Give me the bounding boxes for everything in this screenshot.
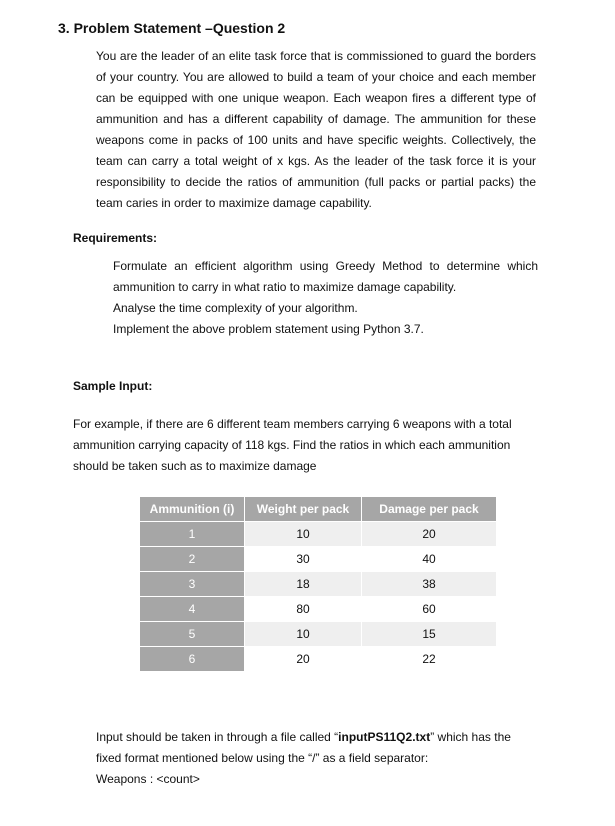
input-filename: inputPS11Q2.txt	[338, 730, 431, 744]
weight-cell: 30	[245, 547, 362, 572]
table-row	[140, 647, 497, 672]
weight-cell: 80	[245, 597, 362, 622]
damage-cell: 60	[362, 597, 497, 622]
damage-cell: 22	[362, 647, 497, 672]
column-header-weight: Weight per pack	[245, 497, 362, 522]
table-row	[140, 547, 497, 572]
ammunition-index: 2	[140, 547, 245, 572]
requirements-heading: Requirements:	[73, 231, 158, 245]
requirements-list	[113, 256, 538, 340]
column-header-ammunition: Ammunition (i)	[140, 497, 245, 522]
table-row	[140, 572, 497, 597]
sample-input-text: For example, if there are 6 different team members carrying 6 weapons with a total ammunition carrying capacity of 118 kgs. Find the ratios in which each ammunition should be taken such as to maximize damage	[73, 417, 512, 473]
section-heading: 3. Problem Statement –Question 2	[58, 20, 286, 36]
input-pre-text: Input should be taken in through a file called “	[96, 730, 339, 744]
weight-cell: 10	[245, 522, 362, 547]
requirement-item: Formulate an efficient algorithm using Greedy Method to determine which ammunition to carry in what ratio to maximize damage capability.	[113, 259, 538, 294]
weight-cell: 10	[245, 622, 362, 647]
input-format-line: Weapons : <count>	[96, 772, 200, 786]
weight-cell: 20	[245, 647, 362, 672]
table-row	[140, 597, 497, 622]
damage-cell: 38	[362, 572, 497, 597]
input-instruction-text	[96, 727, 536, 769]
ammunition-index: 5	[140, 622, 245, 647]
damage-cell: 40	[362, 547, 497, 572]
weight-cell: 18	[245, 572, 362, 597]
problem-paragraph	[96, 46, 536, 214]
ammunition-index: 3	[140, 572, 245, 597]
column-header-damage: Damage per pack	[362, 497, 497, 522]
ammunition-table	[139, 496, 497, 672]
requirement-item: Implement the above problem statement using Python 3.7.	[113, 322, 424, 336]
ammunition-index: 6	[140, 647, 245, 672]
table-row	[140, 522, 497, 547]
requirement-item: Analyse the time complexity of your algorithm.	[113, 301, 358, 315]
input-instructions	[96, 727, 536, 790]
table-row	[140, 622, 497, 647]
table-header-row	[140, 497, 497, 522]
damage-cell: 20	[362, 522, 497, 547]
ammunition-index: 4	[140, 597, 245, 622]
damage-cell: 15	[362, 622, 497, 647]
problem-text: You are the leader of an elite task force that is commissioned to guard the borders of your country. You are allowed to build a team of your choice and each member can be equipped with one unique weapon. Each weapon fires a different type of ammunition and has a different capability of damage. The ammunition for these weapons come in packs of 100 units and have specific weights. Collectively, the team can carry a total weight of x kgs. As the leader of the task force it is your responsibility to decide the ratios of ammunition (full packs or partial packs) the team caries in order to maximize damage capability.	[96, 49, 536, 210]
sample-input-heading: Sample Input:	[73, 379, 153, 393]
ammunition-index: 1	[140, 522, 245, 547]
input-post-text: ” which has the fixed format mentioned below using the “/” as a field separator:	[96, 730, 511, 765]
